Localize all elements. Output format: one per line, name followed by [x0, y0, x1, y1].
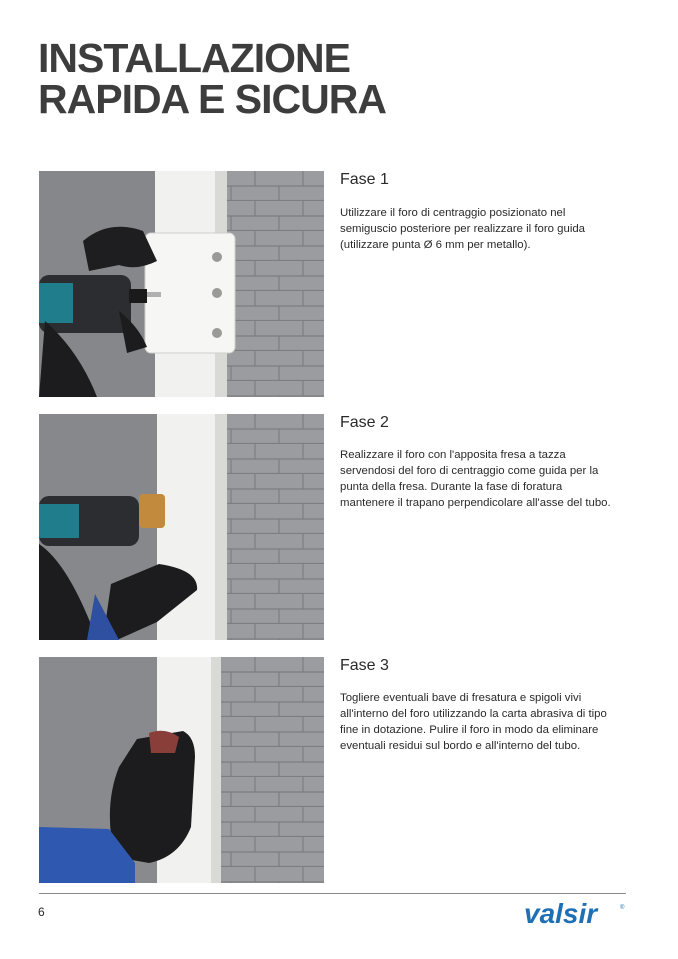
step-3-heading: Fase 3 — [340, 657, 389, 674]
step-3-photo — [39, 657, 324, 883]
page-title-line-2: RAPIDA E SICURA — [38, 76, 386, 122]
page-number: 6 — [38, 905, 45, 919]
step-1-heading: Fase 1 — [340, 171, 389, 188]
step-2-text: Realizzare il foro con l'apposita fresa a tazza servendosi del foro di centraggio come guida per la punta della fresa. Durante la fase di foratura mantenere il trapano perpendicolare all'asse del tubo. — [340, 449, 611, 509]
step-1-text: Utilizzare il foro di centraggio posizionato nel semiguscio posteriore per realizzare il foro guida (utilizzare punta Ø 6 mm per metallo). — [340, 207, 586, 251]
step-2-photo — [39, 414, 324, 640]
footer-divider — [39, 893, 626, 894]
logo-wordmark: valsir — [524, 898, 598, 929]
page-title-line-1: INSTALLAZIONE — [38, 35, 350, 81]
page-title — [38, 35, 386, 122]
valsir-logo — [524, 896, 628, 930]
step-2-heading: Fase 2 — [340, 414, 389, 431]
step-3-text: Togliere eventuali bave di fresatura e spigoli vivi all'interno del foro utilizzando la carta abrasiva di tipo fine in dotazione. Pulire il foro in modo da eliminare eventuali residui sul bordo e all'interno del tubo. — [340, 692, 607, 752]
registered-mark-icon: ® — [620, 905, 625, 911]
step-1-photo — [39, 171, 324, 397]
